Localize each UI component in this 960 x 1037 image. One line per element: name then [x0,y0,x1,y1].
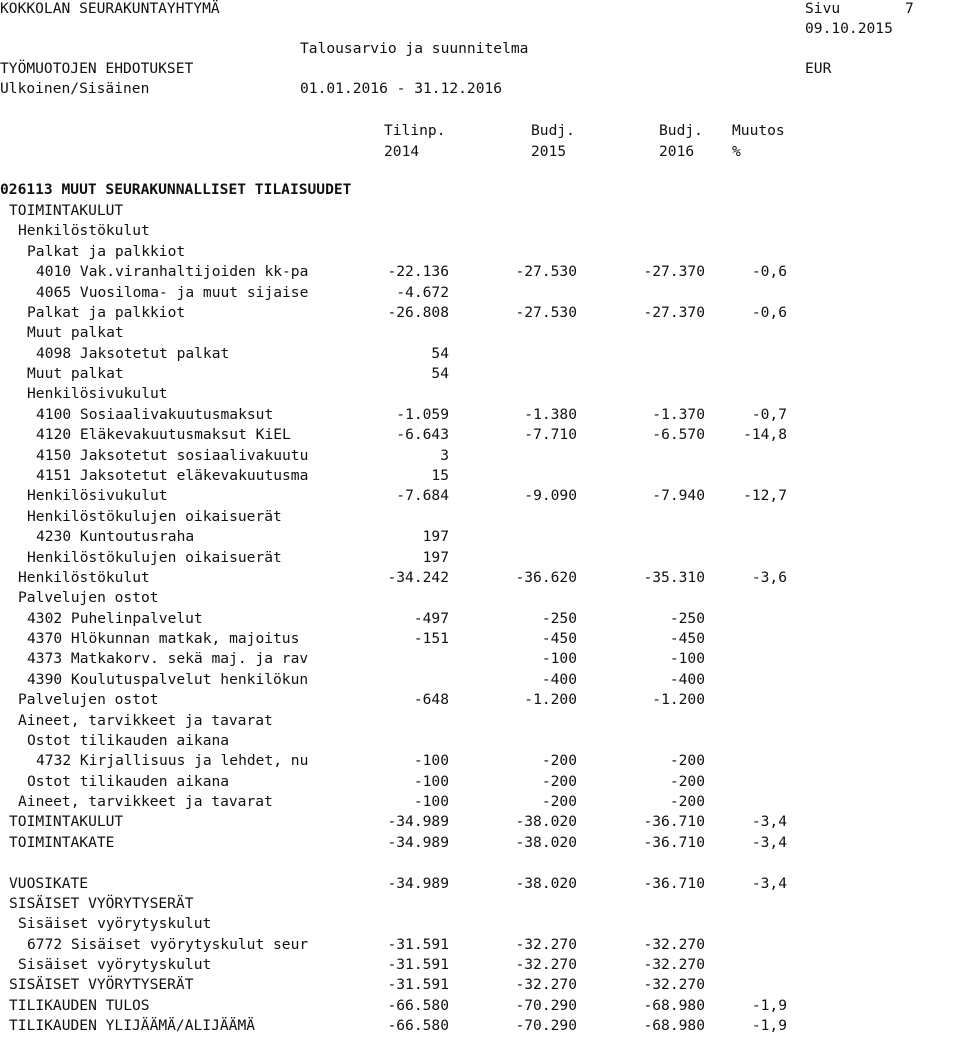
value-budj-2016: -7.940 [652,487,705,505]
row-label: Aineet, tarvikkeet ja tavarat [18,711,273,729]
value-budj-2016: -32.270 [643,935,705,953]
row-label: 4390 Koulutuspalvelut henkilökun [27,670,309,688]
table-row [0,528,960,548]
value-budj-2015: -100 [541,650,577,668]
value-budj-2016: -200 [669,772,705,790]
value-tilinp-2014: -497 [413,609,449,627]
value-budj-2016: -35.310 [643,568,705,586]
row-label: 4732 Kirjallisuus ja lehdet, nu [36,752,309,770]
row-label: Palkat ja palkkiot [27,242,186,260]
value-muutos-pct: -3,6 [751,568,787,586]
value-tilinp-2014: 3 [440,446,449,464]
value-budj-2015: -27.530 [515,263,577,281]
value-budj-2015: -36.620 [515,568,577,586]
row-label: 4302 Puhelinpalvelut [27,609,203,627]
value-tilinp-2014: -34.989 [387,813,449,831]
table-row [0,549,960,569]
table-row [0,773,960,793]
value-muutos-pct: -1,9 [751,1017,787,1035]
col-tilinp-label: Tilinp. [384,122,446,139]
table-row [0,752,960,772]
value-budj-2016: -68.980 [643,1017,705,1035]
row-label: Henkilöstökulujen oikaisuerät [27,507,282,525]
table-row [0,222,960,242]
value-budj-2015: -32.270 [515,976,577,994]
value-budj-2015: -38.020 [515,833,577,851]
value-budj-2016: -400 [669,670,705,688]
table-row [0,834,960,854]
table-row [0,589,960,609]
row-label: Palvelujen ostot [18,691,159,709]
value-muutos-pct: -14,8 [743,426,787,444]
row-label: Henkilöstökulujen oikaisuerät [27,548,282,566]
table-row [0,732,960,752]
table-row [0,324,960,344]
table-row [0,610,960,630]
table-row [0,895,960,915]
value-budj-2015: -200 [541,752,577,770]
value-budj-2016: -36.710 [643,874,705,892]
scope: Ulkoinen/Sisäinen [0,80,150,97]
table-row [0,447,960,467]
row-label: Henkilöstökulut [18,568,150,586]
table-row [0,936,960,956]
row-label: 4370 Hlökunnan matkak, majoitus [27,630,300,647]
row-label: TILIKAUDEN TULOS [9,996,150,1014]
value-tilinp-2014: -31.591 [387,935,449,953]
table-row [0,365,960,385]
table-row [0,284,960,304]
table-row [0,691,960,711]
value-budj-2016: -6.570 [652,426,705,444]
section-title: 026113 MUUT SEURAKUNNALLISET TILAISUUDET [0,181,352,198]
col-budj2015-label: Budj. [531,122,575,139]
row-label: 4098 Jaksotetut palkat [36,344,230,362]
row-label: 4150 Jaksotetut sosiaalivakuutu [36,446,309,464]
value-tilinp-2014: -4.672 [396,283,449,301]
table-row [0,569,960,589]
table-row [0,875,960,895]
value-budj-2016: -32.270 [643,956,705,974]
value-tilinp-2014: -34.242 [387,568,449,586]
value-tilinp-2014: -100 [413,793,449,810]
report-name: TYÖMUOTOJEN EHDOTUKSET [0,60,194,77]
value-tilinp-2014: -66.580 [387,1017,449,1035]
table-row [0,467,960,487]
value-budj-2016: -200 [669,793,705,810]
value-budj-2015: -70.290 [515,996,577,1014]
value-budj-2015: -9.090 [524,487,577,505]
value-budj-2016: -1.370 [652,405,705,423]
value-budj-2015: -32.270 [515,956,577,974]
value-budj-2016: -68.980 [643,996,705,1014]
row-label: Muut palkat [27,324,124,342]
row-label: 4230 Kuntoutusraha [36,528,195,546]
table-row [0,671,960,691]
row-label: 4120 Eläkevakuutusmaksut KiEL [36,426,291,444]
col-budj2016-label: Budj. [659,122,703,139]
value-budj-2015: -32.270 [515,935,577,953]
value-muutos-pct: -3,4 [751,874,787,892]
value-budj-2015: -1.200 [524,691,577,709]
value-muutos-pct: -12,7 [743,487,787,505]
value-tilinp-2014: 15 [431,466,449,484]
row-label: Henkilösivukulut [27,385,168,403]
value-budj-2016: -27.370 [643,263,705,281]
row-label: Muut palkat [27,365,124,382]
value-muutos-pct: -0,7 [751,405,787,423]
table-row [0,426,960,446]
print-date: 09.10.2015 [805,20,893,37]
table-row [0,630,960,650]
value-tilinp-2014: -100 [413,752,449,770]
table-row [0,508,960,528]
period: 01.01.2016 - 31.12.2016 [300,80,503,97]
value-tilinp-2014: -22.136 [387,263,449,281]
value-budj-2015: -1.380 [524,405,577,423]
row-label: Aineet, tarvikkeet ja tavarat [18,793,273,810]
row-label: 6772 Sisäiset vyörytyskulut seur [27,935,309,953]
value-budj-2016: -200 [669,752,705,770]
value-tilinp-2014: -66.580 [387,996,449,1014]
value-budj-2016: -32.270 [643,976,705,994]
value-tilinp-2014: -26.808 [387,303,449,321]
table-row [0,915,960,935]
value-budj-2015: -7.710 [524,426,577,444]
col-budj2016-year: 2016 [659,143,695,160]
value-budj-2016: -100 [669,650,705,668]
table-row [0,202,960,222]
table-row [0,487,960,507]
value-tilinp-2014: -1.059 [396,405,449,423]
table-row [0,243,960,263]
value-budj-2016: -250 [669,609,705,627]
value-budj-2015: -38.020 [515,813,577,831]
col-muutos-label: Muutos [732,122,785,139]
value-budj-2015: -200 [541,772,577,790]
row-label: TOIMINTAKULUT [9,813,124,831]
table-row [0,956,960,976]
value-muutos-pct: -0,6 [751,303,787,321]
table-row [0,385,960,405]
value-tilinp-2014: -31.591 [387,956,449,974]
value-budj-2016: -27.370 [643,303,705,321]
col-muutos-unit: % [732,143,741,160]
row-label: TOIMINTAKATE [9,833,115,851]
value-tilinp-2014: 54 [431,344,449,362]
org-name: KOKKOLAN SEURAKUNTAYHTYMÄ [0,0,220,17]
value-budj-2015: -400 [541,670,577,688]
row-label: Sisäiset vyörytyskulut [18,915,212,933]
value-budj-2015: -250 [541,609,577,627]
table-row [0,345,960,365]
value-tilinp-2014: -31.591 [387,976,449,994]
table-row [0,813,960,833]
value-tilinp-2014: 197 [422,528,449,546]
col-budj2015-year: 2015 [531,143,567,160]
value-tilinp-2014: -648 [413,691,449,709]
row-label: Ostot tilikauden aikana [27,772,230,790]
value-muutos-pct: -1,9 [751,996,787,1014]
row-label: 4100 Sosiaalivakuutusmaksut [36,405,274,423]
table-row [0,304,960,324]
table-row [0,650,960,670]
table-row [0,1017,960,1037]
table-row [0,406,960,426]
table-row [0,793,960,813]
value-budj-2015: -38.020 [515,874,577,892]
row-label: Henkilösivukulut [27,487,168,505]
value-tilinp-2014: -6.643 [396,426,449,444]
value-tilinp-2014: -34.989 [387,833,449,851]
value-budj-2016: -450 [669,630,705,647]
row-label: SISÄISET VYÖRYTYSERÄT [9,976,194,994]
table-row [0,712,960,732]
value-budj-2016: -36.710 [643,813,705,831]
row-label: Sisäiset vyörytyskulut [18,956,212,974]
row-label: TOIMINTAKULUT [9,202,124,219]
row-label: 4373 Matkakorv. sekä maj. ja rav [27,650,309,668]
row-label: TILIKAUDEN YLIJÄÄMÄ/ALIJÄÄMÄ [9,1017,256,1035]
table-row [0,854,960,874]
row-label: SISÄISET VYÖRYTYSERÄT [9,894,194,912]
row-label: 4151 Jaksotetut eläkevakuutusma [36,466,309,484]
page-number: 7 [905,0,914,17]
table-row [0,997,960,1017]
value-tilinp-2014: -7.684 [396,487,449,505]
row-label: Henkilöstökulut [18,222,150,240]
row-label: 4065 Vuosiloma- ja muut sijaise [36,283,309,301]
value-budj-2016: -36.710 [643,833,705,851]
report-title: Talousarvio ja suunnitelma [300,40,529,57]
value-tilinp-2014: 54 [431,365,449,382]
value-budj-2015: -27.530 [515,303,577,321]
value-tilinp-2014: -100 [413,772,449,790]
row-label: Palkat ja palkkiot [27,303,186,321]
row-label: Palvelujen ostot [18,589,159,607]
value-muutos-pct: -3,4 [751,833,787,851]
value-muutos-pct: -0,6 [751,263,787,281]
value-budj-2015: -200 [541,793,577,810]
table-row [0,976,960,996]
value-tilinp-2014: 197 [422,548,449,566]
value-budj-2015: -450 [541,630,577,647]
col-tilinp-year: 2014 [384,143,420,160]
value-budj-2015: -70.290 [515,1017,577,1035]
page-label: Sivu [805,0,841,17]
table-row [0,263,960,283]
row-label: VUOSIKATE [9,874,89,892]
currency: EUR [805,60,832,77]
row-label: Ostot tilikauden aikana [27,731,230,749]
value-tilinp-2014: -151 [413,630,449,647]
value-budj-2016: -1.200 [652,691,705,709]
value-muutos-pct: -3,4 [751,813,787,831]
value-tilinp-2014: -34.989 [387,874,449,892]
row-label: 4010 Vak.viranhaltijoiden kk-pa [36,263,309,281]
